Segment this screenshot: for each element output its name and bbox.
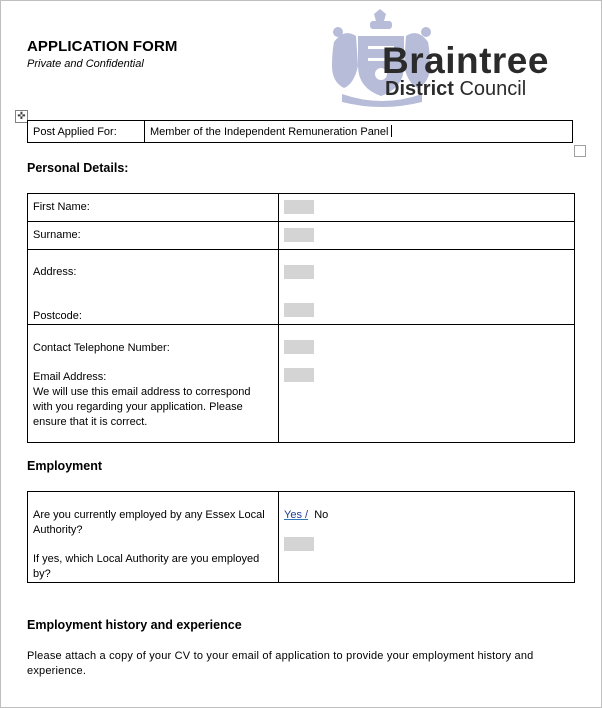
text-cursor xyxy=(391,125,392,137)
page-subtitle: Private and Confidential xyxy=(27,58,144,70)
email-field[interactable] xyxy=(284,368,314,382)
post-label: Post Applied For: xyxy=(28,121,145,143)
postcode-label: Postcode: xyxy=(33,310,82,322)
surname-label: Surname: xyxy=(28,222,279,250)
authority-field[interactable] xyxy=(284,537,314,551)
phone-field[interactable] xyxy=(284,340,314,354)
address-label: Address: xyxy=(33,266,77,278)
employment-answers-cell xyxy=(279,492,575,583)
attach-cv-text: Please attach a copy of your CV to your email of application to provide your employment history and experience. xyxy=(27,650,534,677)
postcode-field[interactable] xyxy=(284,303,314,317)
move-arrows-icon[interactable]: ✜ xyxy=(15,110,28,123)
yes-no-options xyxy=(284,508,569,523)
employment-table xyxy=(27,491,575,583)
contact-cell xyxy=(28,325,279,443)
logo-subtitle xyxy=(385,79,526,99)
address-input-cell xyxy=(279,250,575,325)
surname-cell xyxy=(279,222,575,250)
employment-heading: Employment xyxy=(27,459,103,473)
which-authority-question: If yes, which Local Authority are you employed by? xyxy=(33,553,260,580)
email-label: Email Address: xyxy=(33,371,107,383)
contact-input-cell xyxy=(279,325,575,443)
post-table xyxy=(27,120,573,143)
employed-question: Are you currently employed by any Essex Local Authority? xyxy=(33,509,265,536)
first-name-label: First Name: xyxy=(28,194,279,222)
personal-details-table xyxy=(27,193,575,443)
logo-sub-regular: Council xyxy=(459,78,527,100)
page-title: APPLICATION FORM xyxy=(27,38,178,55)
logo-sub-bold: District xyxy=(385,78,454,100)
phone-label: Contact Telephone Number: xyxy=(33,342,170,354)
yes-option[interactable]: Yes / xyxy=(284,509,309,521)
address-field[interactable] xyxy=(284,265,314,279)
post-value: Member of the Independent Remuneration Panel xyxy=(150,126,389,138)
no-option[interactable]: No xyxy=(314,509,329,521)
employment-questions-cell xyxy=(28,492,279,583)
history-heading: Employment history and experience xyxy=(27,618,242,632)
first-name-field[interactable] xyxy=(284,200,314,214)
personal-details-heading: Personal Details: xyxy=(27,161,129,175)
logo-name: Braintree xyxy=(382,40,549,81)
first-name-cell xyxy=(279,194,575,222)
address-cell xyxy=(28,250,279,325)
council-logo xyxy=(328,8,578,108)
resize-handle-icon[interactable] xyxy=(574,145,586,157)
surname-field[interactable] xyxy=(284,228,314,242)
email-note: We will use this email address to correspond with you regarding your application. Please ensure that it is correct. xyxy=(33,386,251,428)
post-value-cell[interactable] xyxy=(145,121,573,143)
